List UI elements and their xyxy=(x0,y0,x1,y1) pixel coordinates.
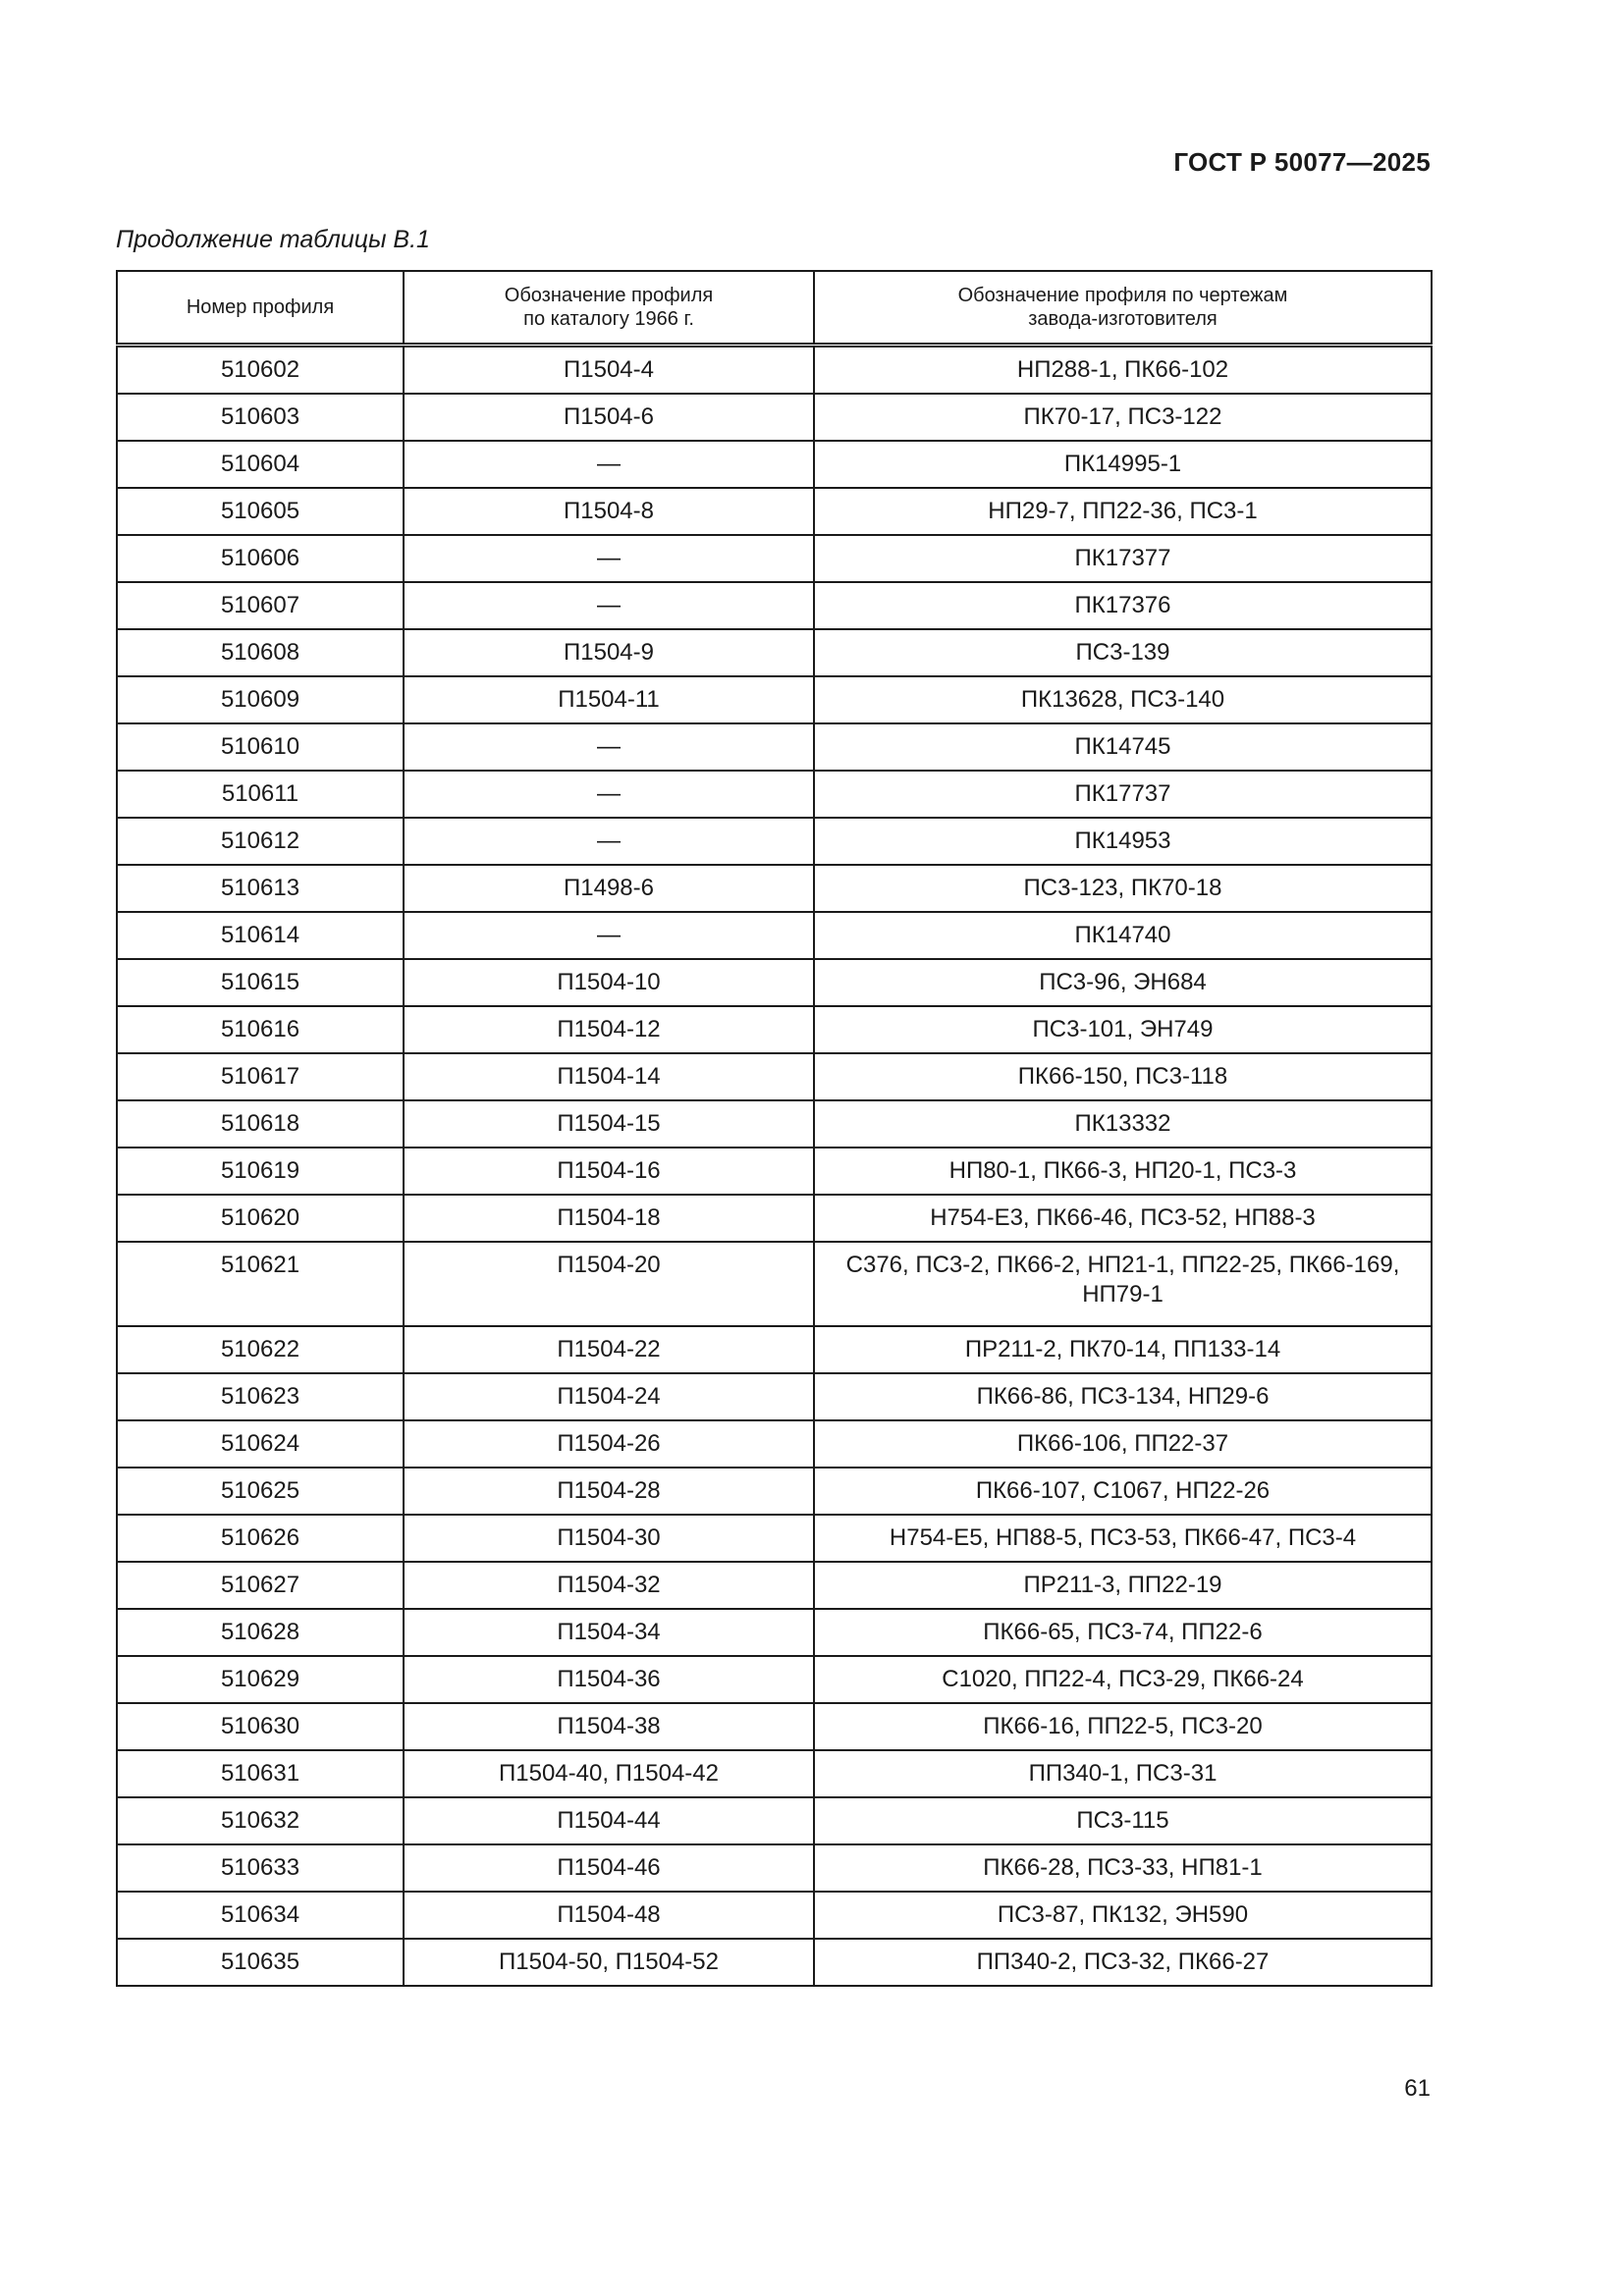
cell-catalog-designation: П1504-20 xyxy=(404,1242,814,1326)
cell-catalog-designation: — xyxy=(404,535,814,582)
cell-profile-number: 510612 xyxy=(117,818,404,865)
cell-catalog-designation: П1504-14 xyxy=(404,1053,814,1100)
table-row xyxy=(117,676,1432,723)
cell-catalog-designation: П1498-6 xyxy=(404,865,814,912)
cell-profile-number: 510624 xyxy=(117,1420,404,1468)
cell-profile-number: 510615 xyxy=(117,959,404,1006)
table-row xyxy=(117,1844,1432,1892)
cell-catalog-designation: — xyxy=(404,441,814,488)
cell-profile-number: 510618 xyxy=(117,1100,404,1148)
table-row xyxy=(117,1242,1432,1326)
cell-profile-number: 510606 xyxy=(117,535,404,582)
cell-catalog-designation: П1504-8 xyxy=(404,488,814,535)
cell-catalog-designation: П1504-4 xyxy=(404,346,814,395)
cell-factory-designation: ПР211-3, ПП22-19 xyxy=(814,1562,1432,1609)
cell-factory-designation: ПК70-17, ПС3-122 xyxy=(814,394,1432,441)
cell-profile-number: 510616 xyxy=(117,1006,404,1053)
cell-profile-number: 510622 xyxy=(117,1326,404,1373)
cell-catalog-designation: П1504-15 xyxy=(404,1100,814,1148)
table-row xyxy=(117,1100,1432,1148)
table-row xyxy=(117,441,1432,488)
cell-factory-designation: ПК14740 xyxy=(814,912,1432,959)
cell-catalog-designation: П1504-12 xyxy=(404,1006,814,1053)
cell-profile-number: 510627 xyxy=(117,1562,404,1609)
cell-catalog-designation: П1504-11 xyxy=(404,676,814,723)
cell-profile-number: 510625 xyxy=(117,1468,404,1515)
cell-factory-designation: ПК66-106, ПП22-37 xyxy=(814,1420,1432,1468)
table-row xyxy=(117,771,1432,818)
cell-factory-designation: ПК66-16, ПП22-5, ПС3-20 xyxy=(814,1703,1432,1750)
table-row xyxy=(117,1053,1432,1100)
cell-catalog-designation: — xyxy=(404,723,814,771)
table-row xyxy=(117,346,1432,395)
document-code: ГОСТ Р 50077—2025 xyxy=(1173,147,1431,177)
cell-catalog-designation: П1504-46 xyxy=(404,1844,814,1892)
table-row xyxy=(117,912,1432,959)
table-row xyxy=(117,1515,1432,1562)
table-row xyxy=(117,959,1432,1006)
cell-profile-number: 510607 xyxy=(117,582,404,629)
cell-profile-number: 510610 xyxy=(117,723,404,771)
cell-profile-number: 510619 xyxy=(117,1148,404,1195)
column-header-catalog-1966 xyxy=(404,271,814,346)
table-row xyxy=(117,1148,1432,1195)
cell-catalog-designation: П1504-32 xyxy=(404,1562,814,1609)
cell-factory-designation: ПК66-86, ПС3-134, НП29-6 xyxy=(814,1373,1432,1420)
cell-catalog-designation: — xyxy=(404,912,814,959)
cell-profile-number: 510603 xyxy=(117,394,404,441)
table-row xyxy=(117,1006,1432,1053)
cell-profile-number: 510609 xyxy=(117,676,404,723)
cell-factory-designation: ПК13628, ПС3-140 xyxy=(814,676,1432,723)
cell-factory-designation: ПК13332 xyxy=(814,1100,1432,1148)
cell-catalog-designation: П1504-44 xyxy=(404,1797,814,1844)
profiles-table xyxy=(116,270,1433,1987)
table-row xyxy=(117,1468,1432,1515)
cell-factory-designation: ПК66-65, ПС3-74, ПП22-6 xyxy=(814,1609,1432,1656)
table-row xyxy=(117,1656,1432,1703)
cell-factory-designation: ПК66-107, С1067, НП22-26 xyxy=(814,1468,1432,1515)
cell-factory-designation: НП80-1, ПК66-3, НП20-1, ПС3-3 xyxy=(814,1148,1432,1195)
cell-factory-designation: ПК66-150, ПС3-118 xyxy=(814,1053,1432,1100)
cell-factory-designation: ПС3-139 xyxy=(814,629,1432,676)
table-row xyxy=(117,1750,1432,1797)
table-row xyxy=(117,1562,1432,1609)
cell-profile-number: 510602 xyxy=(117,346,404,395)
cell-profile-number: 510605 xyxy=(117,488,404,535)
cell-profile-number: 510604 xyxy=(117,441,404,488)
table-row xyxy=(117,1797,1432,1844)
cell-catalog-designation: — xyxy=(404,771,814,818)
cell-factory-designation: ПП340-2, ПС3-32, ПК66-27 xyxy=(814,1939,1432,1986)
cell-profile-number: 510623 xyxy=(117,1373,404,1420)
cell-catalog-designation: П1504-28 xyxy=(404,1468,814,1515)
cell-profile-number: 510608 xyxy=(117,629,404,676)
cell-catalog-designation: П1504-22 xyxy=(404,1326,814,1373)
cell-factory-designation: Н754-Е5, НП88-5, ПС3-53, ПК66-47, ПС3-4 xyxy=(814,1515,1432,1562)
table-header-row xyxy=(117,271,1432,346)
cell-factory-designation: ПК17376 xyxy=(814,582,1432,629)
column-header-line: Обозначение профиля xyxy=(504,285,714,306)
column-header-factory-drawings xyxy=(814,271,1432,346)
cell-factory-designation: ПК17377 xyxy=(814,535,1432,582)
cell-factory-designation: ПК14995-1 xyxy=(814,441,1432,488)
cell-profile-number: 510611 xyxy=(117,771,404,818)
cell-factory-designation: ПС3-96, ЭН684 xyxy=(814,959,1432,1006)
cell-factory-designation: ПК14745 xyxy=(814,723,1432,771)
cell-profile-number: 510617 xyxy=(117,1053,404,1100)
cell-catalog-designation: П1504-10 xyxy=(404,959,814,1006)
cell-catalog-designation: П1504-6 xyxy=(404,394,814,441)
cell-profile-number: 510635 xyxy=(117,1939,404,1986)
table-row xyxy=(117,723,1432,771)
column-header-line: Обозначение профиля по чертежам xyxy=(957,285,1288,306)
cell-catalog-designation: П1504-30 xyxy=(404,1515,814,1562)
table-row xyxy=(117,1939,1432,1986)
table-row xyxy=(117,1703,1432,1750)
cell-factory-designation: ПП340-1, ПС3-31 xyxy=(814,1750,1432,1797)
cell-factory-designation: С376, ПС3-2, ПК66-2, НП21-1, ПП22-25, ПК66-169, НП79-1 xyxy=(814,1242,1432,1326)
table-caption: Продолжение таблицы В.1 xyxy=(116,226,430,253)
cell-profile-number: 510613 xyxy=(117,865,404,912)
cell-catalog-designation: П1504-36 xyxy=(404,1656,814,1703)
table-row xyxy=(117,818,1432,865)
cell-profile-number: 510614 xyxy=(117,912,404,959)
cell-catalog-designation: — xyxy=(404,818,814,865)
cell-catalog-designation: П1504-50, П1504-52 xyxy=(404,1939,814,1986)
cell-catalog-designation: П1504-38 xyxy=(404,1703,814,1750)
table-row xyxy=(117,394,1432,441)
cell-profile-number: 510634 xyxy=(117,1892,404,1939)
column-header-line: Номер профиля xyxy=(186,296,335,318)
column-header-line: завода-изготовителя xyxy=(1028,308,1218,330)
column-header-profile-number xyxy=(117,271,404,346)
column-header-line: по каталогу 1966 г. xyxy=(523,308,694,330)
cell-factory-designation: ПС3-115 xyxy=(814,1797,1432,1844)
cell-factory-designation: ПР211-2, ПК70-14, ПП133-14 xyxy=(814,1326,1432,1373)
table-header xyxy=(117,271,1432,346)
page-number: 61 xyxy=(1404,2075,1431,2102)
cell-catalog-designation: П1504-16 xyxy=(404,1148,814,1195)
cell-factory-designation: НП288-1, ПК66-102 xyxy=(814,346,1432,395)
table-row xyxy=(117,1326,1432,1373)
cell-factory-designation: ПК14953 xyxy=(814,818,1432,865)
cell-factory-designation: Н754-Е3, ПК66-46, ПС3-52, НП88-3 xyxy=(814,1195,1432,1242)
table-row xyxy=(117,582,1432,629)
cell-factory-designation: ПС3-87, ПК132, ЭН590 xyxy=(814,1892,1432,1939)
cell-profile-number: 510629 xyxy=(117,1656,404,1703)
table-row xyxy=(117,1892,1432,1939)
cell-profile-number: 510621 xyxy=(117,1242,404,1326)
table-row xyxy=(117,1373,1432,1420)
table-row xyxy=(117,488,1432,535)
table-row xyxy=(117,1195,1432,1242)
cell-profile-number: 510628 xyxy=(117,1609,404,1656)
table-row xyxy=(117,1420,1432,1468)
cell-profile-number: 510631 xyxy=(117,1750,404,1797)
cell-profile-number: 510626 xyxy=(117,1515,404,1562)
cell-catalog-designation: П1504-34 xyxy=(404,1609,814,1656)
cell-factory-designation: С1020, ПП22-4, ПС3-29, ПК66-24 xyxy=(814,1656,1432,1703)
cell-factory-designation: ПК17737 xyxy=(814,771,1432,818)
cell-profile-number: 510620 xyxy=(117,1195,404,1242)
cell-profile-number: 510630 xyxy=(117,1703,404,1750)
cell-factory-designation: НП29-7, ПП22-36, ПС3-1 xyxy=(814,488,1432,535)
cell-profile-number: 510633 xyxy=(117,1844,404,1892)
table-row xyxy=(117,629,1432,676)
cell-catalog-designation: П1504-9 xyxy=(404,629,814,676)
cell-catalog-designation: П1504-48 xyxy=(404,1892,814,1939)
cell-factory-designation: ПК66-28, ПС3-33, НП81-1 xyxy=(814,1844,1432,1892)
cell-catalog-designation: П1504-24 xyxy=(404,1373,814,1420)
cell-catalog-designation: П1504-26 xyxy=(404,1420,814,1468)
cell-catalog-designation: — xyxy=(404,582,814,629)
table-body xyxy=(117,346,1432,1987)
cell-catalog-designation: П1504-18 xyxy=(404,1195,814,1242)
cell-factory-designation: ПС3-101, ЭН749 xyxy=(814,1006,1432,1053)
cell-factory-designation: ПС3-123, ПК70-18 xyxy=(814,865,1432,912)
cell-profile-number: 510632 xyxy=(117,1797,404,1844)
cell-catalog-designation: П1504-40, П1504-42 xyxy=(404,1750,814,1797)
table-row xyxy=(117,865,1432,912)
table-row xyxy=(117,1609,1432,1656)
table-row xyxy=(117,535,1432,582)
